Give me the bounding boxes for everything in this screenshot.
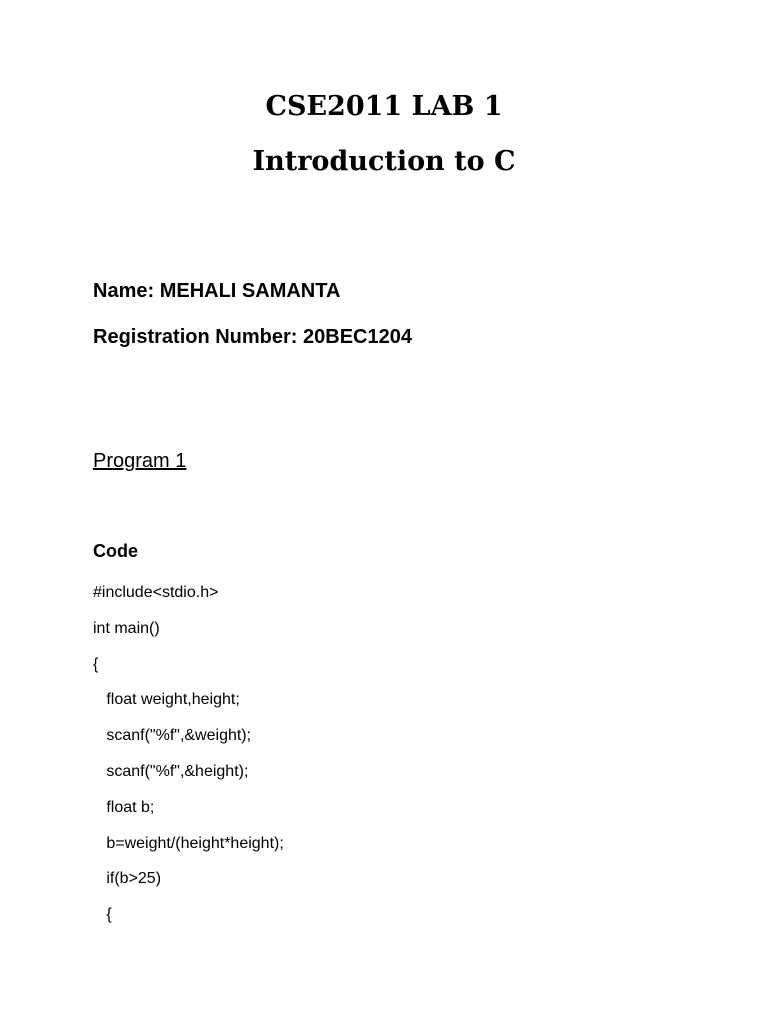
code-line: #include<stdio.h> — [93, 584, 219, 601]
code-heading: Code — [93, 541, 138, 561]
code-line: b=weight/(height*height); — [93, 834, 284, 852]
code-line: { — [93, 906, 112, 924]
document-title: CSE2011 LAB 1 — [265, 91, 503, 122]
code-line: scanf("%f",&height); — [93, 762, 249, 780]
code-line: int main() — [93, 619, 160, 637]
code-line: { — [93, 655, 99, 673]
code-block — [93, 582, 284, 940]
code-line: scanf("%f",&weight); — [93, 727, 252, 745]
code-line: float b; — [93, 798, 155, 816]
code-line: float weight,height; — [93, 691, 240, 709]
program-heading: Program 1 — [93, 450, 187, 472]
student-name: Name: MEHALI SAMANTA — [93, 280, 341, 302]
code-line: if(b>25) — [93, 870, 162, 888]
document-subtitle: Introduction to C — [252, 146, 516, 177]
registration-number: Registration Number: 20BEC1204 — [93, 326, 412, 348]
